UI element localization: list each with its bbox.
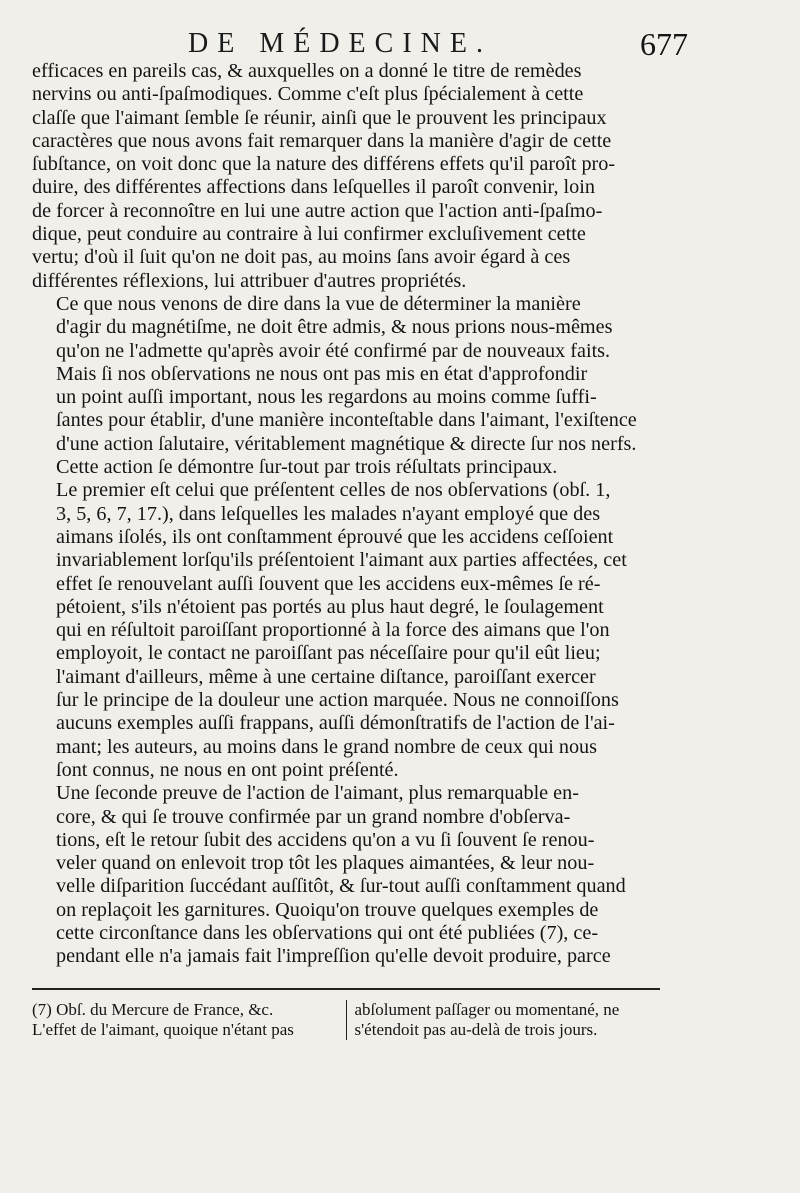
page-header (180, 22, 688, 62)
text-line: velle diſparition ſuccédant auſſitôt, & ſur-tout auſſi conſtamment quand (56, 875, 626, 898)
page-number: 677 (640, 26, 688, 62)
paragraph (32, 60, 660, 293)
text-line: pétoient, s'ils n'étoient pas portés au plus haut degré, le ſoulagement (56, 595, 604, 618)
text-line: vertu; d'où il ſuit qu'on ne doit pas, au moins ſans avoir égard à ces (32, 246, 571, 269)
text-line: d'agir du magnétiſme, ne doit être admis, & nous prions nous-mêmes (56, 316, 613, 339)
text-line: cette circonſtance dans les obſervations qui ont été publiées (7), ce- (56, 921, 599, 944)
text-line: mant; les auteurs, au moins dans le grand nombre de ceux qui nous (56, 735, 598, 758)
body-text (32, 60, 660, 969)
text-line: Ce que nous venons de dire dans la vue de déterminer la manière (56, 292, 581, 315)
paragraph (32, 782, 660, 968)
text-line: veler quand on enlevoit trop tôt les plaques aimantées, & leur nou- (56, 852, 595, 875)
text-line: nervins ou anti-ſpaſmodiques. Comme c'eſt plus ſpécialement à cette (32, 83, 584, 106)
text-line: ſubſtance, on voit donc que la nature des différens effets qu'il paroît pro- (32, 153, 616, 176)
footnote-line: (7) Obſ. du Mercure de France, &c. (32, 1000, 274, 1019)
text-line: de forcer à reconnoître en lui une autre action que l'action anti-ſpaſmo- (32, 199, 603, 222)
text-line: dique, peut conduire au contraire à lui confirmer excluſivement cette (32, 223, 586, 246)
text-line: caractères que nous avons fait remarquer dans la manière d'agir de cette (32, 129, 612, 152)
text-line: employoit, le contact ne paroiſſant pas néceſſaire pour qu'il eût lieu; (56, 642, 601, 665)
footnote-divider (32, 988, 660, 990)
text-line: ſont connus, ne nous en ont point préſenté. (56, 758, 399, 781)
text-line: core, & qui ſe trouve confirmée par un grand nombre d'obſerva- (56, 805, 571, 828)
text-line: l'aimant d'ailleurs, même à une certaine diſtance, paroiſſant exercer (56, 665, 596, 688)
text-line: aucuns exemples auſſi frappans, auſſi démonſtratifs de l'action de l'ai- (56, 712, 615, 735)
text-line: Mais ſi nos obſervations ne nous ont pas mis en état d'approfondir (56, 362, 588, 385)
text-line: claſſe que l'aimant ſemble ſe réunir, ainſi que le prouvent les principaux (32, 106, 607, 129)
text-line: différentes réflexions, lui attribuer d'autres propriétés. (32, 269, 467, 292)
text-line: un point auſſi important, nous les regardons au moins comme ſuffi- (56, 386, 597, 409)
text-line: qu'on ne l'admette qu'après avoir été confirmé par de nouveaux faits. (56, 339, 611, 362)
text-line: qui en réſultoit paroiſſant proportionné à la force des aimans que l'on (56, 619, 610, 642)
footnote-line: L'effet de l'aimant, quoique n'étant pas (32, 1020, 294, 1039)
text-line: Le premier eſt celui que préſentent celles de nos obſervations (obſ. 1, (56, 479, 611, 502)
text-line: Cette action ſe démontre ſur-tout par trois réſultats principaux. (56, 456, 558, 479)
text-line: ſantes pour établir, d'une manière inconteſtable dans l'aimant, l'exiſtence (56, 409, 637, 432)
footnote-line: s'étendoit pas au-delà de trois jours. (354, 1020, 598, 1039)
running-head: DE MÉDECINE. (188, 28, 492, 59)
text-line: aimans iſolés, ils ont conſtamment éprouvé que les accidens ceſſoient (56, 525, 614, 548)
footnote-right-column (346, 1000, 661, 1040)
text-line: 3, 5, 6, 7, 17.), dans leſquelles les malades n'ayant employé que des (56, 502, 601, 525)
paragraph (32, 293, 660, 479)
text-line: on replaçoit les garnitures. Quoiqu'on trouve quelques exemples de (56, 898, 599, 921)
text-line: duire, des différentes affections dans leſquelles il paroît convenir, loin (32, 176, 595, 199)
footnote-left-column (32, 1000, 346, 1040)
text-line: invariablement lorſqu'ils préſentoient l'aimant aux parties affectées, cet (56, 549, 627, 572)
paragraph (32, 479, 660, 782)
text-line: efficaces en pareils cas, & auxquelles on a donné le titre de remèdes (32, 60, 582, 82)
text-line: Une ſeconde preuve de l'action de l'aimant, plus remarquable en- (56, 782, 579, 805)
text-line: tions, eſt le retour ſubit des accidens qu'on a vu ſi ſouvent ſe renou- (56, 828, 595, 851)
footnote-line: abſolument paſſager ou momentané, ne (354, 1000, 620, 1019)
text-line: effet ſe renouvelant auſſi ſouvent que les accidens eux-mêmes ſe ré- (56, 572, 601, 595)
footnote (32, 1000, 660, 1040)
text-line: pendant elle n'a jamais fait l'impreſſion qu'elle devoit produire, parce (56, 945, 611, 968)
text-line: ſur le principe de la douleur une action marquée. Nous ne connoiſſons (56, 689, 619, 712)
text-line: d'une action ſalutaire, véritablement magnétique & directe ſur nos nerfs. (56, 432, 637, 455)
